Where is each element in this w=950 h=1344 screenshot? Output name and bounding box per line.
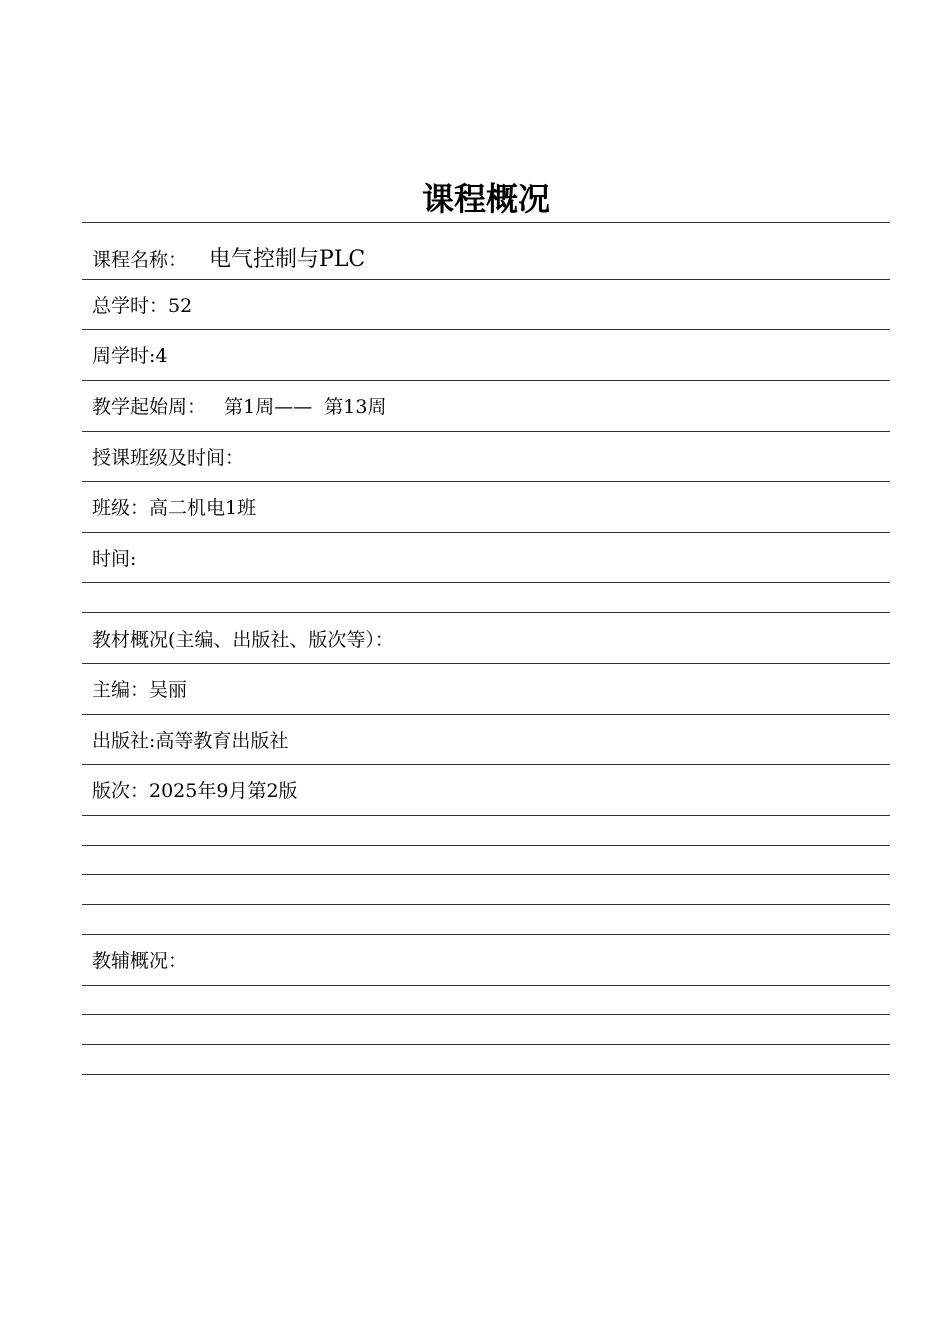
divider [82,1014,890,1015]
divider [82,1044,890,1045]
divider [82,904,890,905]
divider [82,874,890,875]
textbook-edition: 版次：2025年9月第2版 [92,780,298,802]
time-line: 时间: [92,548,137,570]
class-line: 班级：高二机电1班 [92,497,257,519]
divider [82,985,890,986]
divider [82,845,890,846]
divider [82,1074,890,1075]
divider [82,764,890,765]
course-name-label: 课程名称： [92,249,188,271]
divider [82,431,890,432]
textbook-publisher: 出版社:高等教育出版社 [92,730,289,752]
divider [82,934,890,935]
page-title: 课程概况 [421,180,550,218]
textbook-editor: 主编：吴丽 [92,679,188,701]
divider [82,582,890,583]
course-name-row [92,248,365,272]
weekly-hours: 周学时:4 [92,345,168,367]
divider [82,279,890,280]
divider [82,815,890,816]
total-hours: 总学时：52 [92,295,193,317]
divider [82,380,890,381]
class-time-header: 授课班级及时间： [92,447,245,469]
divider [82,532,890,533]
textbook-header: 教材概况(主编、出版社、版次等）： [92,629,394,651]
divider [82,663,890,664]
teaching-weeks: 教学起始周： 第1周—— 第13周 [92,396,387,418]
course-name-value: 电气控制与PLC [209,247,366,272]
divider [82,222,890,223]
divider [82,329,890,330]
divider [82,714,890,715]
divider [82,612,890,613]
auxiliary-header: 教辅概况： [92,950,188,972]
divider [82,481,890,482]
